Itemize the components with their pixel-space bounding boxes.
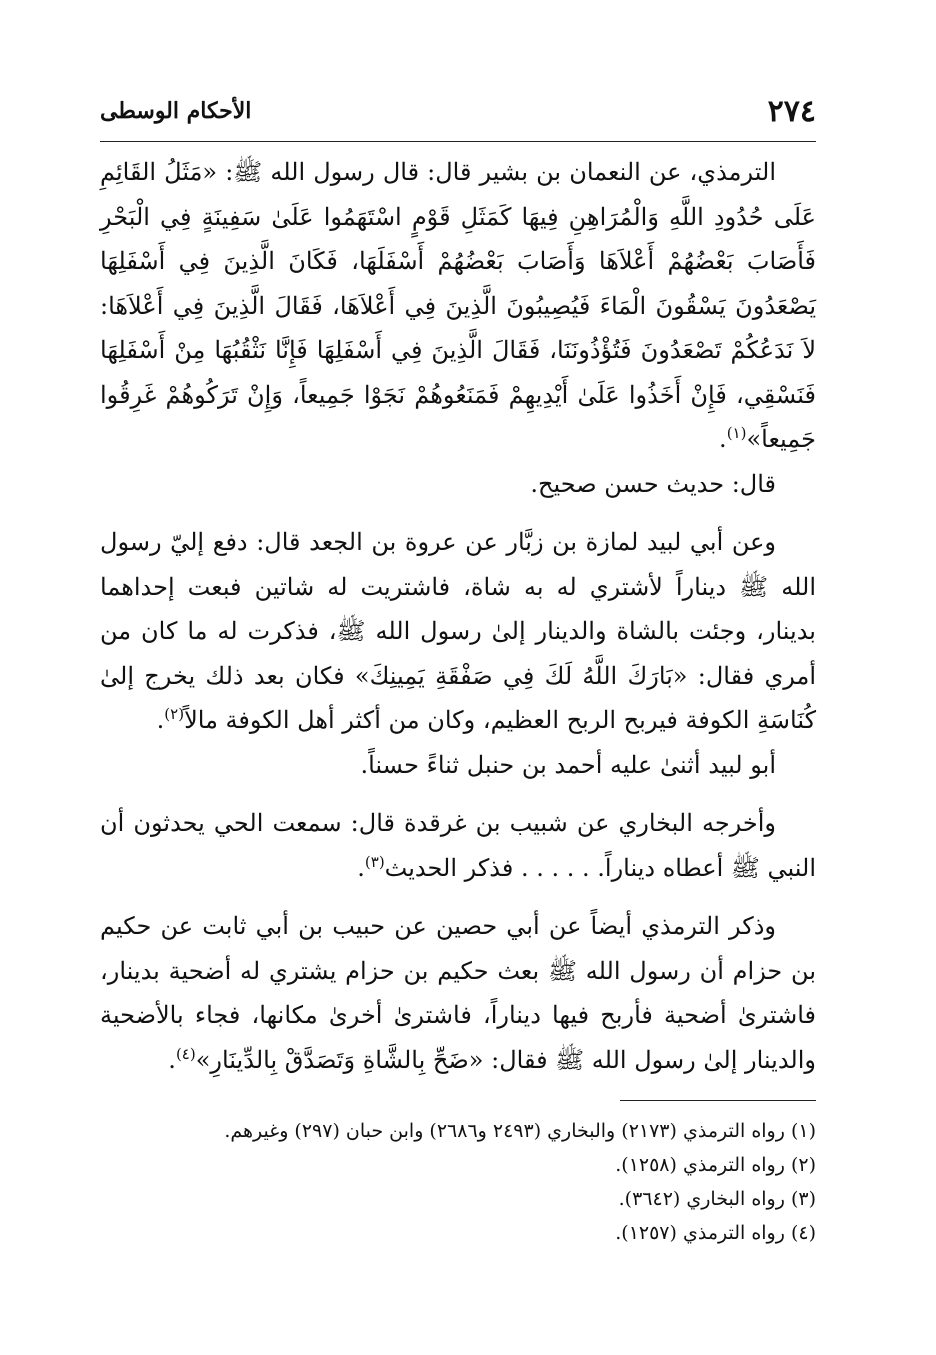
paragraph-text: وأخرجه البخاري عن شبيب بن غرقدة قال: سمعت الحي يحدثون أن النبي ﷺ أعطاه ديناراً. . . . . . فذكر الحديث: [100, 809, 816, 882]
paragraph-text: وذكر الترمذي أيضاً عن أبي حصين عن حبيب بن أبي ثابت عن حكيم بن حزام أن رسول الله ﷺ بعث حكيم بن حزام يشتري له أضحية بدينار، فاشترىٰ أضحية فأربح فيها ديناراً، فاشترىٰ أخرىٰ مكانها، فجاء بالأضحية والدينار إلىٰ رسول الله ﷺ فقال: «ضَحِّ بِالشَّاةِ وَتَصَدَّقْ بِالدِّينَارِ»: [100, 912, 817, 1074]
footnote-ref-1: (١): [726, 424, 747, 442]
footnotes: [100, 1114, 816, 1250]
footnote-separator: [620, 1100, 816, 1101]
paragraph-text: الترمذي، عن النعمان بن بشير قال: قال رسول الله ﷺ: «مَثَلُ القَائِمِ عَلَى حُدُودِ اللَّهِ وَالْمُرَاهِنِ فِيهَا كَمَثَلِ قَوْمٍ اسْتَهَمُوا عَلَىٰ سَفِينَةٍ فِي الْبَحْرِ فَأَصَابَ بَعْضُهُمْ أَعْلاَهَا وَأَصَابَ بَعْضُهُمْ أَسْفَلَهَا، فَكَانَ الَّذِينَ فِي أَسْفَلِهَا يَصْعَدُونَ يَسْقُونَ الْمَاءَ فَيُصِيبُونَ الَّذِينَ فِي أَعْلاَهَا، فَقَالَ الَّذِينَ فِي أَعْلاَهَا: لاَ نَدَعُكُمْ تَصْعَدُونَ فَتُؤْذُونَنَا، فَقَالَ الَّذِينَ فِي أَسْفَلِهَا فَإِنَّا نَثْقُبُهَا مِنْ أَسْفَلِهَا فَنَسْقِي، فَإِنْ أَخَذُوا عَلَىٰ أَيْدِيهِمْ فَمَنَعُوهُمْ نَجَوْا جَمِيعاً، وَإِنْ تَرَكُوهُمْ غَرِقُوا جَمِيعاً»: [100, 158, 817, 453]
page-number: ٢٧٤: [767, 94, 816, 129]
footnote-2: (٢) رواه الترمذي (١٢٥٨).: [615, 1154, 816, 1176]
footnote-ref-3: (٣): [364, 852, 385, 871]
page-header: [100, 92, 816, 136]
paragraph-hadith-tirmidhi: الترمذي، عن النعمان بن بشير قال: قال رسول الله ﷺ: «مَثَلُ القَائِمِ عَلَى حُدُودِ اللَّهِ وَالْمُرَاهِنِ فِيهَا كَمَثَلِ قَوْمٍ اسْتَهَمُوا عَلَىٰ سَفِينَةٍ فِي الْبَحْرِ فَأَصَابَ بَعْضُهُمْ أَعْلاَهَا وَأَصَابَ بَعْضُهُمْ أَسْفَلَهَا، فَكَانَ الَّذِينَ فِي أَسْفَلِهَا يَصْعَدُونَ يَسْقُونَ الْمَاءَ فَيُصِيبُونَ الَّذِينَ فِي أَعْلاَهَا، فَقَالَ الَّذِينَ فِي أَعْلاَهَا: لاَ نَدَعُكُمْ تَصْعَدُونَ فَتُؤْذُونَنَا، فَقَالَ الَّذِينَ فِي أَسْفَلِهَا فَإِنَّا نَثْقُبُهَا مِنْ أَسْفَلِهَا فَنَسْقِي، فَإِنْ أَخَذُوا عَلَىٰ أَيْدِيهِمْ فَمَنَعُوهُمْ نَجَوْا جَمِيعاً، وَإِنْ تَرَكُوهُمْ غَرِقُوا جَمِيعاً»$^{(١)}$.: [100, 158, 817, 453]
paragraph-text: أبو لبيد أثنىٰ عليه أحمد بن حنبل ثناءً حسناً.: [360, 750, 776, 779]
paragraph-abu-labid: وعن أبي لبيد لمازة بن زبَّار عن عروة بن الجعد قال: دفع إليّ رسول الله ﷺ ديناراً لأشتري له به شاة، فاشتريت له شاتين فبعت إحداهما بدينار، وجئت بالشاة والدينار إلىٰ رسول الله ﷺ، فذكرت له ما كان من أمري فقال: «بَارَكَ اللَّهُ لَكَ فِي صَفْقَةِ يَمِينِكَ» فكان بعد ذلك يخرج إلىٰ كُنَاسَةِ الكوفة فيربح الربح العظيم، وكان من أكثر أهل الكوفة مالاً$^{(٢)}$.: [100, 528, 816, 734]
footnote-1: (١) رواه الترمذي (٢١٧٣) والبخاري (٢٤٩٣ و٢٦٨٦) وابن حبان (٢٩٧) وغيرهم.: [224, 1120, 816, 1142]
footnote-ref-4: (٤): [175, 1044, 196, 1063]
footnote-4: (٤) رواه الترمذي (١٢٥٧).: [615, 1222, 816, 1244]
paragraph-ahmad-praise: [100, 743, 816, 788]
paragraph-bukhari: وأخرجه البخاري عن شبيب بن غرقدة قال: سمعت الحي يحدثون أن النبي ﷺ أعطاه ديناراً. . . . . . فذكر الحديث$^{(٣)}$.: [100, 809, 816, 882]
running-title: الأحكام الوسطى: [100, 98, 252, 124]
paragraph-text: وعن أبي لبيد لمازة بن زبَّار عن عروة بن الجعد قال: دفع إليّ رسول الله ﷺ ديناراً لأشتري له به شاة، فاشتريت له شاتين فبعت إحداهما بدينار، وجئت بالشاة والدينار إلىٰ رسول الله ﷺ، فذكرت له ما كان من أمري فقال: «بَارَكَ اللَّهُ لَكَ فِي صَفْقَةِ يَمِينِكَ» فكان بعد ذلك يخرج إلىٰ كُنَاسَةِ الكوفة فيربح الربح العظيم، وكان من أكثر أهل الكوفة مالاً: [100, 528, 816, 734]
paragraph-hakim-bin-hizam: وذكر الترمذي أيضاً عن أبي حصين عن حبيب بن أبي ثابت عن حكيم بن حزام أن رسول الله ﷺ بعث حكيم بن حزام يشتري له أضحية بدينار، فاشترىٰ أضحية فأربح فيها ديناراً، فاشترىٰ أخرىٰ مكانها، فجاء بالأضحية والدينار إلىٰ رسول الله ﷺ فقال: «ضَحِّ بِالشَّاةِ وَتَصَدَّقْ بِالدِّينَارِ»$^{(٤)}$.: [100, 912, 817, 1074]
main-text: [100, 150, 816, 1082]
header-rule: [100, 141, 816, 142]
footnote-ref-2: (٢): [164, 705, 185, 723]
paragraph-text: قال: حديث حسن صحيح.: [530, 469, 776, 498]
footnote-3: (٣) رواه البخاري (٣٦٤٢).: [618, 1188, 816, 1210]
paragraph-grading: [100, 462, 816, 507]
